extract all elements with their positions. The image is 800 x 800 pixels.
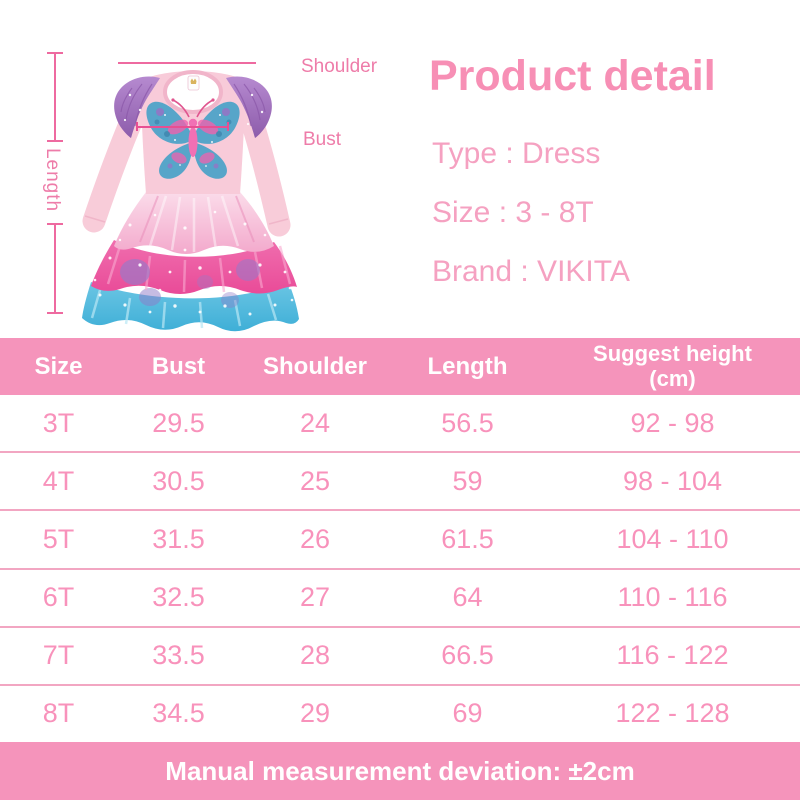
measurement-deviation-note: Manual measurement deviation: ±2cm xyxy=(165,755,635,786)
measurement-deviation-bar xyxy=(0,742,800,800)
col-header-length: Length xyxy=(427,352,508,380)
cell-height: 98 - 104 xyxy=(622,465,723,496)
cell-bust: 31.5 xyxy=(152,523,205,554)
cell-size: 7T xyxy=(42,640,75,671)
cell-bust: 33.5 xyxy=(152,640,205,671)
cell-size: 5T xyxy=(42,523,75,554)
cell-length: 66.5 xyxy=(441,640,494,671)
cell-bust: 34.5 xyxy=(152,698,205,729)
cell-size: 3T xyxy=(42,407,75,438)
product-detail-info xyxy=(432,124,630,301)
cell-shoulder: 25 xyxy=(299,465,331,496)
cell-shoulder: 28 xyxy=(299,640,331,671)
size-table-body xyxy=(0,395,800,742)
product-type-line: Type : Dress xyxy=(432,137,601,170)
cell-length: 59 xyxy=(452,465,483,496)
table-row-6t xyxy=(0,568,800,626)
cell-size: 4T xyxy=(42,465,75,496)
cell-height: 110 - 116 xyxy=(617,582,728,613)
table-row-3t xyxy=(0,395,800,451)
table-row-7t xyxy=(0,626,800,684)
size-table-header xyxy=(0,338,800,395)
cell-size: 8T xyxy=(42,698,75,729)
product-size-line: Size : 3 - 8T xyxy=(432,196,594,229)
cell-height: 116 - 122 xyxy=(616,640,729,671)
cell-bust: 30.5 xyxy=(152,465,205,496)
cell-height: 122 - 128 xyxy=(615,698,730,729)
cell-length: 64 xyxy=(452,582,483,613)
neck-tag xyxy=(188,76,199,90)
cell-shoulder: 27 xyxy=(299,582,331,613)
top-section xyxy=(0,0,800,338)
cell-length: 69 xyxy=(452,698,483,729)
cell-shoulder: 24 xyxy=(299,407,331,438)
product-brand-line: Brand : VIKITA xyxy=(432,255,630,288)
shoulder-measure-label: Shoulder xyxy=(301,56,378,77)
col-header-shoulder: Shoulder xyxy=(262,352,367,380)
table-row-4t xyxy=(0,451,800,509)
table-row-8t xyxy=(0,684,800,742)
skirt-tier-lightpink xyxy=(114,192,274,254)
cell-bust: 32.5 xyxy=(152,582,205,613)
cell-bust: 29.5 xyxy=(152,407,205,438)
table-row-5t xyxy=(0,509,800,567)
bust-measure-label: Bust xyxy=(303,129,342,150)
size-table xyxy=(0,338,800,742)
cell-length: 56.5 xyxy=(441,407,494,438)
cell-length: 61.5 xyxy=(441,523,494,554)
cell-shoulder: 26 xyxy=(299,523,331,554)
cell-shoulder: 29 xyxy=(299,698,331,729)
cell-size: 6T xyxy=(42,582,75,613)
col-header-bust: Bust xyxy=(151,352,206,380)
cell-height: 92 - 98 xyxy=(630,407,715,438)
cell-height: 104 - 110 xyxy=(616,523,729,554)
col-header-size: Size xyxy=(34,352,83,380)
col-header-suggest-height: Suggest height (cm) xyxy=(593,340,752,391)
product-detail-heading: Product detail xyxy=(429,52,716,100)
length-measure-label: Length xyxy=(42,147,63,213)
